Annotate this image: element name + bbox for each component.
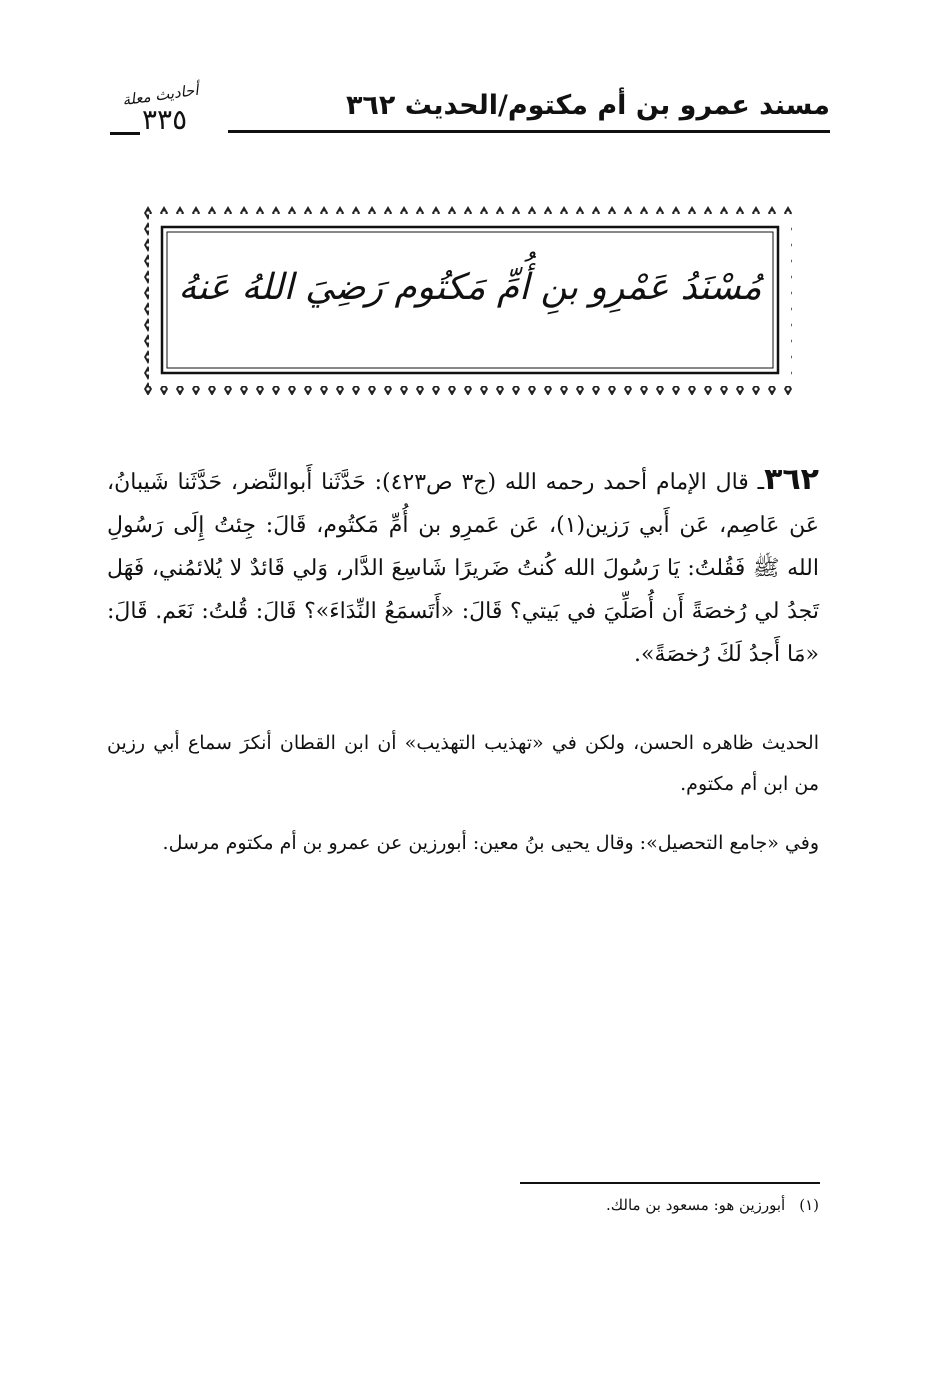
- page-header: [110, 80, 830, 140]
- comment-paragraph-1: الحديث ظاهره الحسن، ولكن في «تهذيب التهذيب» أن ابن القطان أنكرَ سماع أبي رزين من ابن أم مكتوم.: [107, 732, 819, 795]
- hadith-paragraph: [107, 458, 819, 676]
- margin-note: أحاديث معلة: [121, 80, 200, 110]
- section-title: مُسْنَدُ عَمْرِو بنِ أُمِّ مَكتُوم رَضِيَ اللهُ عَنهُ: [178, 267, 762, 308]
- comment-paragraph-2: وفي «جامع التحصيل»: وقال يحيى بنُ معين: أبورزين عن عمرو بن أم مكتوم مرسل.: [162, 832, 819, 854]
- header-rule-short: [110, 132, 140, 135]
- running-title: مسند عمرو بن أم مكتوم/الحديث ٣٦٢: [345, 90, 830, 121]
- footnote: [606, 1196, 819, 1214]
- footnote-rule: [520, 1182, 820, 1184]
- hadith-number: ٣٦٢: [764, 462, 819, 497]
- page-number: ٣٣٥: [142, 103, 188, 136]
- ornamental-title-frame: [140, 205, 800, 395]
- hadith-text: ـ قال الإمام أحمد رحمه الله (ج٣ ص٤٢٣): حَدَّثَنا أَبوالنَّضر، حَدَّثَنا شَيبانُ، عَن عَاصِم، عَن أَبي رَزين(١)، عَن عَمرِو بن أُمِّ مَكتُوم، قَالَ: جِئتُ إِلَى رَسُولِ الله ﷺ فَقُلتُ: يَا رَسُولَ الله كُنتُ ضَريرًا شَاسِعَ الدَّار، وَلي قَائدٌ لا يُلائمُني، فَهَل تَجدُ لي رُخصَةً أَن أُصَلِّيَ في بَيتي؟ قَالَ: «أَتَسمَعُ النِّدَاءَ»؟ قَالَ: قُلتُ: نَعَم. قَالَ: «مَا أَجدُ لَكَ رُخصَةً».: [107, 470, 820, 667]
- footnote-label: (١): [799, 1196, 819, 1214]
- footnote-text: أبورزين هو: مسعود بن مالك.: [606, 1196, 786, 1214]
- header-rule: [228, 130, 830, 133]
